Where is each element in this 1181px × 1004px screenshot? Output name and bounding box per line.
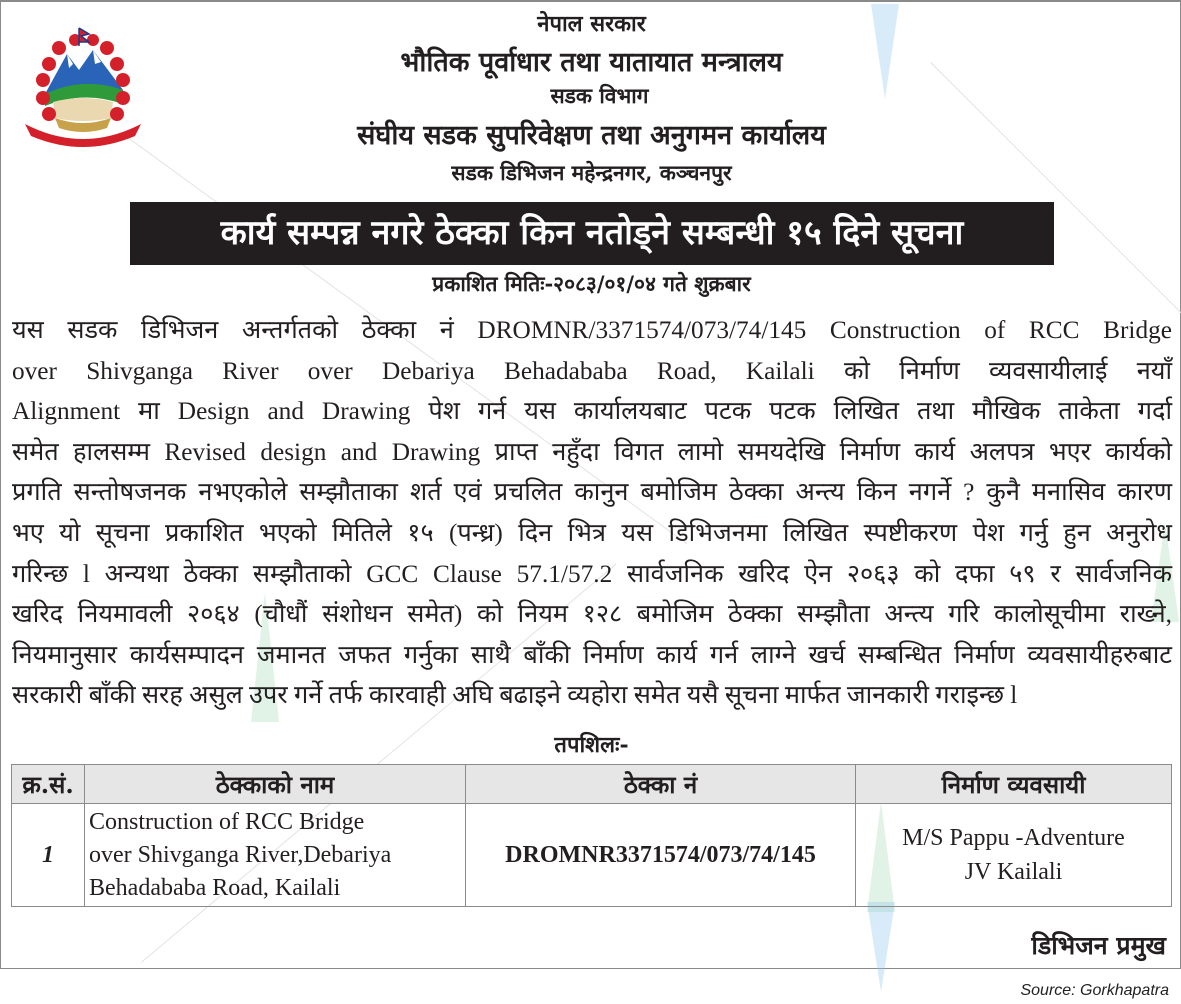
contract-details-table — [11, 764, 1172, 907]
column-header-contract-name: ठेक्काको नाम — [85, 765, 466, 804]
contract-name-cell — [85, 804, 466, 907]
department-heading: सडक विभाग — [550, 83, 649, 108]
body-line: Alignment मा Design and Drawing पेश गर्न यस कार्यालयबाट पटक पटक लिखित तथा मौखिक ताकेता गर्दा — [12, 397, 1172, 426]
body-line: गरिन्छ l अन्यथा ठेक्का सम्झौताको GCC Clause 57.1/57.2 सार्वजनिक खरिद ऐन २०६३ को दफा ५९ र सार्वजनिक — [12, 559, 1172, 588]
contract-name-line: over Shivganga River,Debariya — [89, 841, 392, 868]
contractor-line: JV Kailali — [964, 859, 1063, 885]
body-line: प्रगति सन्तोषजनक नभएकोले सम्झौताका शर्त एवं प्रचलित कानुन बमोजिम ठेक्का अन्त्य किन नगर्ने ? कुनै मनासिव कारण — [12, 478, 1172, 507]
column-header-contract-number: ठेक्का नं — [466, 765, 856, 804]
column-header-contractor: निर्माण व्यवसायी — [856, 765, 1172, 804]
body-line: खरिद नियमावली २०६४ (चौधौं संशोधन समेत) को नियम १२८ बमोजिम ठेक्का सम्झौता अन्त्य गरि कालोसूचीमा राख्ने, — [12, 600, 1172, 629]
body-line: सरकारी बाँकी सरह असुल उपर गर्ने तर्फ कारवाही अघि बढाइने व्यहोरा समेत यसै सूचना मार्फत जानकारी गराइन्छ l — [12, 681, 1018, 710]
table-header-row — [12, 765, 1172, 804]
body-line: समेत हालसम्म Revised design and Drawing प्राप्त नहुँदा विगत लामो समयदेखि निर्माण कार्य अलपत्र भएर कार्यको — [12, 437, 1172, 466]
notice-body — [12, 310, 1172, 716]
published-date: प्रकाशित मितिः-२०८३/०१/०४ गते शुक्रबार — [432, 271, 751, 296]
source-credit: Source: Gorkhapatra — [1020, 982, 1169, 999]
body-line: यस सडक डिभिजन अन्तर्गतको ठेक्का नं DROMNR/3371574/073/74/145 Construction of RCC Bridge — [12, 316, 1172, 344]
division-heading: सडक डिभिजन महेन्द्रनगर, कञ्चनपुर — [451, 160, 732, 185]
contract-name-line: Construction of RCC Bridge — [89, 808, 365, 835]
watermark-arrow-icon — [867, 902, 895, 992]
contract-name-line: Behadababa Road, Kailali — [89, 874, 341, 901]
ministry-heading: भौतिक पूर्वाधार तथा यातायात मन्त्रालय — [400, 47, 783, 78]
serial-number-cell: 1 — [12, 804, 85, 907]
contractor-line: M/S Pappu -Adventure — [902, 825, 1125, 851]
body-line: भए यो सूचना प्रकाशित भएको मितिले १५ (पन्ध्र) दिन भित्र यस डिभिजनमा लिखित स्पष्टीकरण पेश गर्नु हुन अनुरोध — [12, 518, 1172, 547]
details-heading: तपशिलः- — [554, 732, 629, 758]
body-line: नियमानुसार कार्यसम्पादन जमानत जफत गर्नुका साथै बाँकी निर्माण कार्य गर्न लाग्ने खर्च सम्बन्धित निर्माण व्यवसायीहरुबाट — [12, 640, 1172, 669]
notice-title-banner: कार्य सम्पन्न नगरे ठेक्का किन नतोड्ने सम्बन्धी १५ दिने सूचना — [130, 202, 1054, 265]
signature-division-chief: डिभिजन प्रमुख — [1031, 931, 1166, 960]
table-row — [12, 804, 1172, 907]
column-header-serial: क्र.सं. — [12, 765, 85, 804]
contract-number-cell: DROMNR3371574/073/74/145 — [466, 804, 856, 907]
government-heading: नेपाल सरकार — [537, 11, 646, 37]
contractor-cell — [856, 804, 1172, 907]
body-line: over Shivganga River over Debariya Behadababa Road, Kailali को निर्माण व्यवसायीलाई नयाँ — [12, 356, 1172, 385]
office-heading: संघीय सडक सुपरिवेक्षण तथा अनुगमन कार्यालय — [357, 120, 826, 151]
